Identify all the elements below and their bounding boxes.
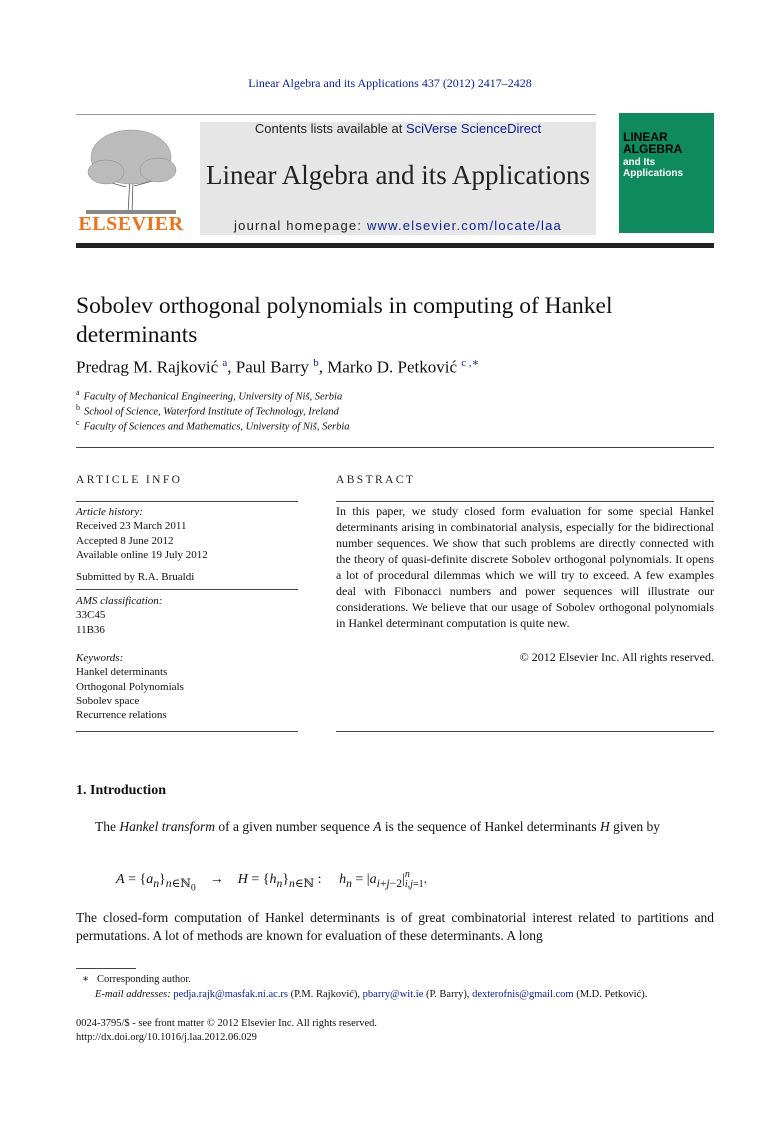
copyright-notice: © 2012 Elsevier Inc. All rights reserved. <box>519 650 714 664</box>
author-name: Predrag M. Rajković <box>76 357 219 377</box>
hankel-formula: $A = \{a_n\}_{n\in ℕ_0}$ → $H = \{h_n\}_{n\in ℕ}$ : $h_n = |a_{i+j-2}|n$ i,j=1. <box>116 869 428 894</box>
article-info-rule <box>76 589 298 590</box>
abstract-text: In this paper, we study closed form evaluation for some special Hankel determinants arising in combinatorial analysis, especially for the bidirectional number sequences. We show that such problems are directly connected with the theory of quasi-definite discrete Sobolev orthogonal polynomials. It opens a lot of procedural dilemmas which we will try to exceed. A few examples deal with Fibonacci numbers and power sequences will illustrate our considerations. We believe that our usage of Sobolev orthogonal polynomials in Hankel determinant computation is quite new. <box>336 504 714 630</box>
affiliation: $^a$ Faculty of Mechanical Engineering, University of Niš, Serbia <box>76 388 343 403</box>
elsevier-logo-text: ELSEVIER <box>78 213 184 235</box>
section-heading: 1. Introduction <box>76 783 166 798</box>
body-paragraph: The Hankel transform of a given number sequence A is the sequence of Hankel determinants H given by <box>95 819 661 834</box>
keywords: Keywords: Hankel determinants Orthogonal Polynomials Sobolev space Recurrence relations <box>76 652 184 722</box>
affiliation-ref[interactable]: a <box>222 357 228 369</box>
email-link[interactable]: dexterofnis@gmail.com <box>472 989 574 1000</box>
homepage-line: journal homepage: www.elsevier.com/locate/laa <box>234 218 562 233</box>
header-thick-rule <box>76 243 714 248</box>
article-info-heading: ARTICLE INFO <box>76 474 183 486</box>
footnote-rule <box>76 968 136 969</box>
article-history: Article history: Received 23 March 2011 Accepted 8 June 2012 Available online 19 July 2012 <box>76 506 208 561</box>
cover-title: LINEAR ALGEBRA <box>623 130 683 156</box>
author-list: Predrag M. Rajković $^a$, Paul Barry $^b$, Marko D. Petković $^{c ,∗}$ <box>76 357 480 377</box>
corresponding-footnote: ∗ Corresponding author. <box>82 974 191 985</box>
abstract-heading: ABSTRACT <box>336 474 416 486</box>
sciencedirect-link[interactable]: SciVerse ScienceDirect <box>405 121 542 136</box>
ams-classification: AMS classification: 33C45 11B36 <box>76 595 163 636</box>
cover-subtitle: and Its Applications <box>623 157 684 179</box>
submitted-by: Submitted by R.A. Brualdi <box>76 571 195 583</box>
author-name: Paul Barry <box>235 357 309 377</box>
contents-line: Contents lists available at SciVerse ScienceDirect <box>254 121 542 136</box>
email-link[interactable]: pbarry@wit.ie <box>362 989 424 1000</box>
article-title: Sobolev orthogonal polynomials in computing of Hankel determinants <box>76 293 613 348</box>
affiliation-ref[interactable]: b <box>313 357 319 369</box>
abstract-rule <box>336 731 714 732</box>
affiliation-ref[interactable]: c ,∗ <box>461 357 480 369</box>
article-info-rule <box>76 501 298 502</box>
body-paragraph: The closed-form computation of Hankel determinants is of great combinatorial interest related to partitions and permutations. A lot of methods are known for evaluation of these determinants. A long <box>76 910 714 943</box>
author-name: Marko D. Petković <box>327 357 458 377</box>
email-footnote: E-mail addresses: pedja.rajk@masfak.ni.ac.rs (P.M. Rajković), pbarry@wit.ie (P. Barry), dexterofnis@gmail.com (M.D. Petković). <box>95 989 648 1000</box>
homepage-link[interactable]: www.elsevier.com/locate/laa <box>366 218 562 233</box>
header-rule <box>76 114 596 115</box>
article-info-rule <box>76 731 298 732</box>
affiliation: $^b$ School of Science, Waterford Institute of Technology, Ireland <box>76 403 339 418</box>
journal-citation[interactable]: Linear Algebra and its Applications 437 (2012) 2417–2428 <box>248 76 532 90</box>
journal-title: Linear Algebra and its Applications <box>206 160 590 190</box>
affiliation: $^c$ Faculty of Sciences and Mathematics, University of Niš, Serbia <box>76 418 350 433</box>
abstract-rule <box>336 501 714 502</box>
section-rule <box>76 447 714 448</box>
doi-link[interactable]: http://dx.doi.org/10.1016/j.laa.2012.06.029 <box>76 1032 257 1043</box>
email-link[interactable]: pedja.rajk@masfak.ni.ac.rs <box>173 989 288 1000</box>
issn-line: 0024-3795/$ - see front matter © 2012 Elsevier Inc. All rights reserved. <box>76 1018 378 1029</box>
